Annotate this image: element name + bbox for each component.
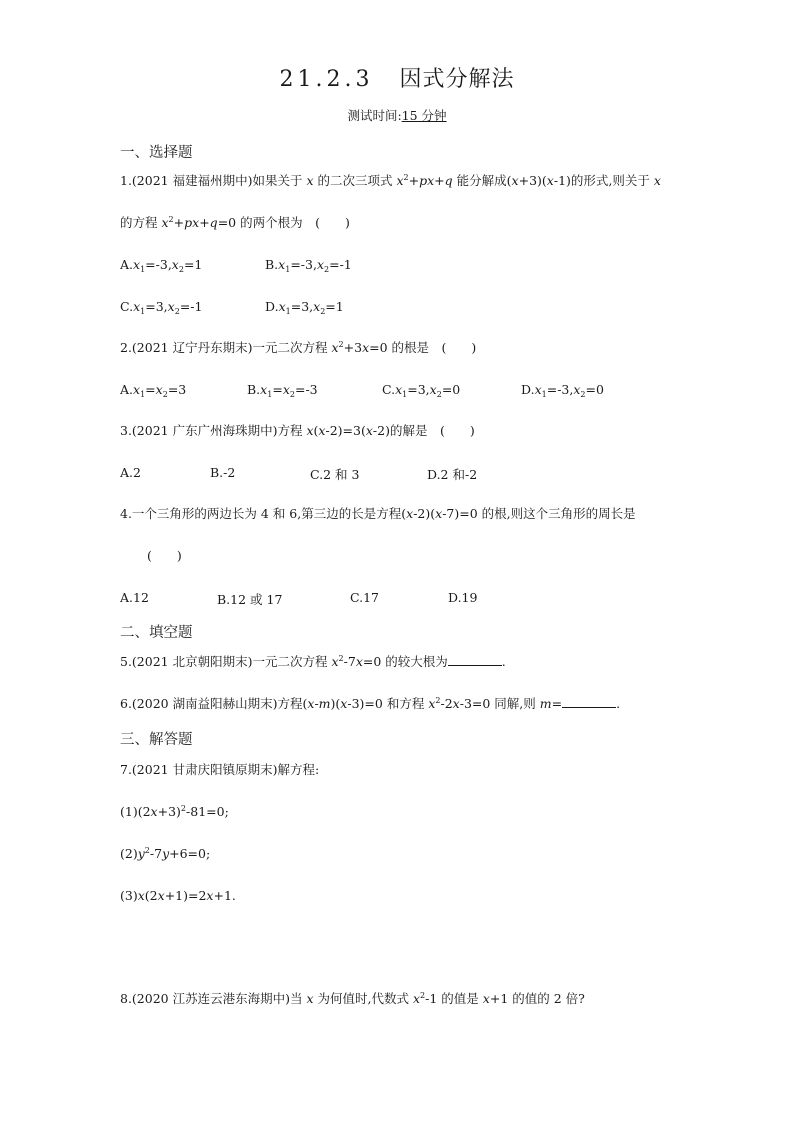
question-4-option-b[interactable]: B.12 或 17 bbox=[217, 592, 283, 607]
question-4-tail: 的根,则这个三角形的周长是 bbox=[481, 506, 636, 521]
question-4-option-c[interactable]: C.17 bbox=[350, 590, 379, 605]
question-5: 5.(2021 北京朝阳期末)一元二次方程 $x^2-7x=0$ 的较大根为 . bbox=[120, 654, 506, 669]
question-6-answer-blank[interactable] bbox=[562, 696, 616, 708]
question-7-part-2: $(2)y^2-7y+6=0$; bbox=[120, 846, 211, 861]
question-8: 8.(2020 江苏连云港东海期中)当 x 为何值时,代数式 $x^2-1$ 的值是 x+1 的值的 2 倍? bbox=[120, 991, 585, 1006]
question-3-source: 3.(2021 广东广州海珠期中) bbox=[120, 423, 278, 438]
question-2-option-d[interactable]: $D.x_1=-3,x_2=0$ bbox=[521, 382, 604, 399]
question-2-option-c[interactable]: $C.x_1=3,x_2=0$ bbox=[382, 382, 461, 399]
question-5-answer-blank[interactable] bbox=[448, 654, 502, 666]
question-7-source: 7.(2021 甘肃庆阳镇原期末) bbox=[120, 762, 278, 777]
question-6: 6.(2020 湖南益阳赫山期末)方程(x-m)(x-3)=0 和方程 $x^2-2x-3=0$ 同解,则 m= . bbox=[120, 696, 621, 711]
question-2-option-a[interactable]: $A.x_1=x_2=3$ bbox=[120, 382, 187, 399]
section-number: 21.2.3 bbox=[279, 67, 374, 92]
question-4-option-d[interactable]: D.19 bbox=[448, 590, 478, 605]
question-2-source: 2.(2021 辽宁丹东期末) bbox=[120, 340, 253, 355]
section-solve-heading: 三、解答题 bbox=[120, 732, 193, 748]
question-4-paren: ( ) bbox=[147, 548, 182, 563]
question-3: 3.(2021 广东广州海珠期中)方程 x(x-2)=3(x-2)的解是 ( ) bbox=[120, 423, 475, 438]
question-3-option-b[interactable]: B.-2 bbox=[210, 465, 236, 480]
question-6-source: 6.(2020 湖南益阳赫山期末) bbox=[120, 696, 278, 711]
question-3-option-a[interactable]: A.2 bbox=[120, 465, 141, 480]
question-8-source: 8.(2020 江苏连云港东海期中) bbox=[120, 991, 290, 1006]
question-1-option-a[interactable]: $A.x_1=-3,x_2=1$ bbox=[120, 257, 203, 274]
question-7: 7.(2021 甘肃庆阳镇原期末)解方程: bbox=[120, 762, 320, 777]
test-time-label: 测试时间: bbox=[347, 108, 402, 123]
question-2: 2.(2021 辽宁丹东期末)一元二次方程 $x^2+3x=0$ 的根是 ( ) bbox=[120, 340, 477, 355]
question-7-part-1: $(1)(2x+3)^2-81=0$; bbox=[120, 804, 229, 819]
question-1-line-1: 1.(2021 福建福州期中)如果关于 x 的二次三项式 $x^2+px+q$ 能分解成(x+3)(x-1)的形式,则关于 x bbox=[120, 173, 661, 188]
section-name: 因式分解法 bbox=[399, 67, 515, 92]
section-fill-heading: 二、填空题 bbox=[120, 625, 193, 641]
question-4-option-a[interactable]: A.12 bbox=[120, 590, 149, 605]
question-7-part-3: (3)x(2x+1)=2x+1. bbox=[120, 888, 236, 903]
question-1-option-c[interactable]: $C.x_1=3,x_2=-1$ bbox=[120, 299, 203, 316]
question-1-tail: 的两个根为 ( ) bbox=[240, 215, 350, 230]
question-2-tail: 的根是 ( ) bbox=[391, 340, 477, 355]
question-2-option-b[interactable]: $B.x_1=x_2=-3$ bbox=[247, 382, 318, 399]
question-1-option-b[interactable]: $B.x_1=-3,x_2=-1$ bbox=[265, 257, 352, 274]
page-title bbox=[0, 62, 794, 93]
question-5-source: 5.(2021 北京朝阳期末) bbox=[120, 654, 253, 669]
test-time-value: 15 分钟 bbox=[401, 108, 447, 123]
question-1-source: 1.(2021 福建福州期中) bbox=[120, 173, 253, 188]
question-1-line-2: 的方程 $x^2+px+q=0$ 的两个根为 ( ) bbox=[120, 215, 350, 230]
question-1-option-d[interactable]: $D.x_1=3,x_2=1$ bbox=[265, 299, 344, 316]
question-3-option-d[interactable]: D.2 和-2 bbox=[427, 467, 478, 482]
test-time bbox=[0, 106, 794, 124]
section-choice-heading: 一、选择题 bbox=[120, 145, 193, 161]
question-3-tail: 的解是 ( ) bbox=[389, 423, 475, 438]
question-4-line-1: 4.一个三角形的两边长为 4 和 6,第三边的长是方程(x-2)(x-7)=0 的根,则这个三角形的周长是 bbox=[120, 506, 636, 521]
question-3-option-c[interactable]: C.2 和 3 bbox=[310, 467, 360, 482]
